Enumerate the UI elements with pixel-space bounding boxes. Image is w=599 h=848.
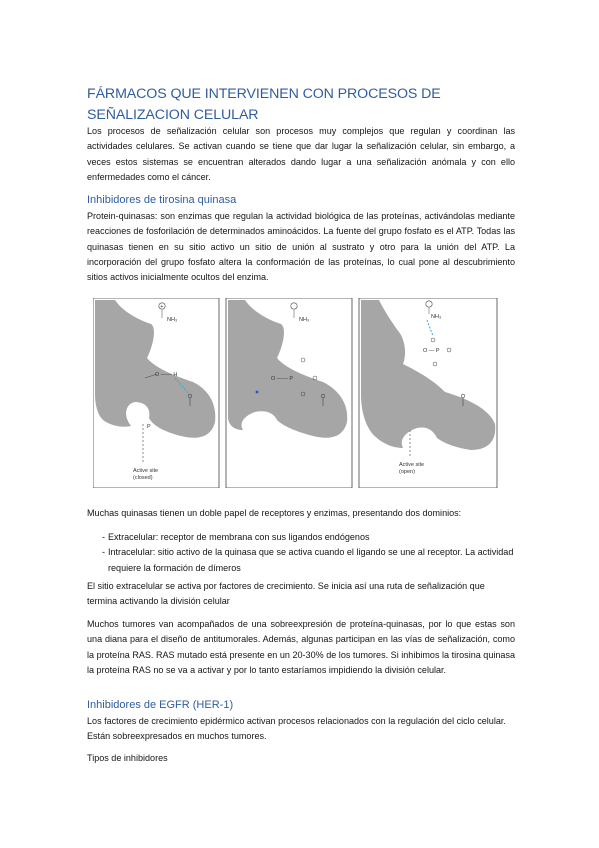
protein-kinase-paragraph: Protein-quinasas: son enzimas que regulan la actividad biológica de las proteínas, activándolas mediante reacciones de fosforilación de determinados aminoácidos. La fuente del grupo fosfato es el ATP. Todas las quinasas tienen en su sitio activo un sitio de unión al sustrato y otro para la unión del ATP. La incorporación del grupo fosfato altera la conformación de las proteínas, lo cual pone al descubrimiento sitios activos inicialmente ocultos del enzima. [87, 211, 515, 283]
svg-text:NH₃: NH₃ [431, 314, 442, 320]
charge-plus-label: + [160, 304, 164, 310]
svg-text:(open): (open) [399, 469, 415, 475]
figure-panel-3 [359, 298, 497, 488]
figure-panel-1 [93, 298, 219, 488]
types-heading: Tipos de inhibidores [87, 753, 168, 763]
domains-list [87, 530, 515, 576]
svg-text:NH₃: NH₃ [299, 317, 310, 323]
tumors-paragraph: Muchos tumores van acompañados de una sobreexpresión de proteína-quinasas, por lo que estas son una diana para el diseño de antitumorales. Además, algunas participan en las vías de señalización, como la proteína RAS. RAS mutado está presente en un 20-30% de los tumores. Si inhibimos la tirosina quinasa la proteína RAS no se va a activar y por lo tanto estaríamos impidiendo la división celular. [87, 619, 515, 675]
egfr-paragraph: Los factores de crecimiento epidérmico activan procesos relacionados con la regulación del ciclo celular. Están sobreexpresados en muchos tumores. [87, 716, 506, 742]
svg-text:O —— P: O —— P [271, 376, 294, 382]
list-item: - Intracelular: sitio activo de la quinasa que se activa cuando el ligando se une al receptor. La actividad requiere la formación de dímeros [102, 547, 514, 573]
extracellular-paragraph: El sitio extracelular se activa por factores de crecimiento. Se inicia así una ruta de señalización que termina activando la división celular [87, 581, 485, 607]
kinase-conformation-figure [93, 298, 499, 488]
list-item: - Extracelular: receptor de membrana con sus ligandos endógenos [102, 532, 370, 542]
svg-text:Active site: Active site [399, 462, 425, 468]
svg-text:Active site: Active site [133, 468, 159, 474]
section-heading-tyrosine-kinase: Inhibidores de tirosina quinasa [87, 194, 237, 206]
dual-role-intro: Muchas quinasas tienen un doble papel de receptores y enzimas, presentando dos dominios: [87, 508, 462, 518]
nh3-label: NH₃ [167, 317, 178, 323]
svg-text:P: P [147, 424, 151, 430]
intro-paragraph: Los procesos de señalización celular son procesos muy complejos que regulan y coordinan las actividades celulares. Se activan cuando se tiene que dar lugar la señalización celular, sin embargo, a veces estos sistemas se encuentran alterados dando lugar a una señalización anómala y con ello enfermedades como el cáncer. [87, 126, 515, 182]
svg-text:O —— H: O —— H [155, 372, 178, 378]
section-heading-egfr: Inhibidores de EGFR (HER-1) [87, 699, 234, 711]
page-title: FÁRMACOS QUE INTERVIENEN CON PROCESOS DE SEÑALIZACION CELULAR [87, 86, 441, 123]
svg-text:O — P: O — P [423, 348, 440, 354]
svg-text:(closed): (closed) [133, 475, 153, 481]
figure-panel-2 [226, 298, 352, 488]
